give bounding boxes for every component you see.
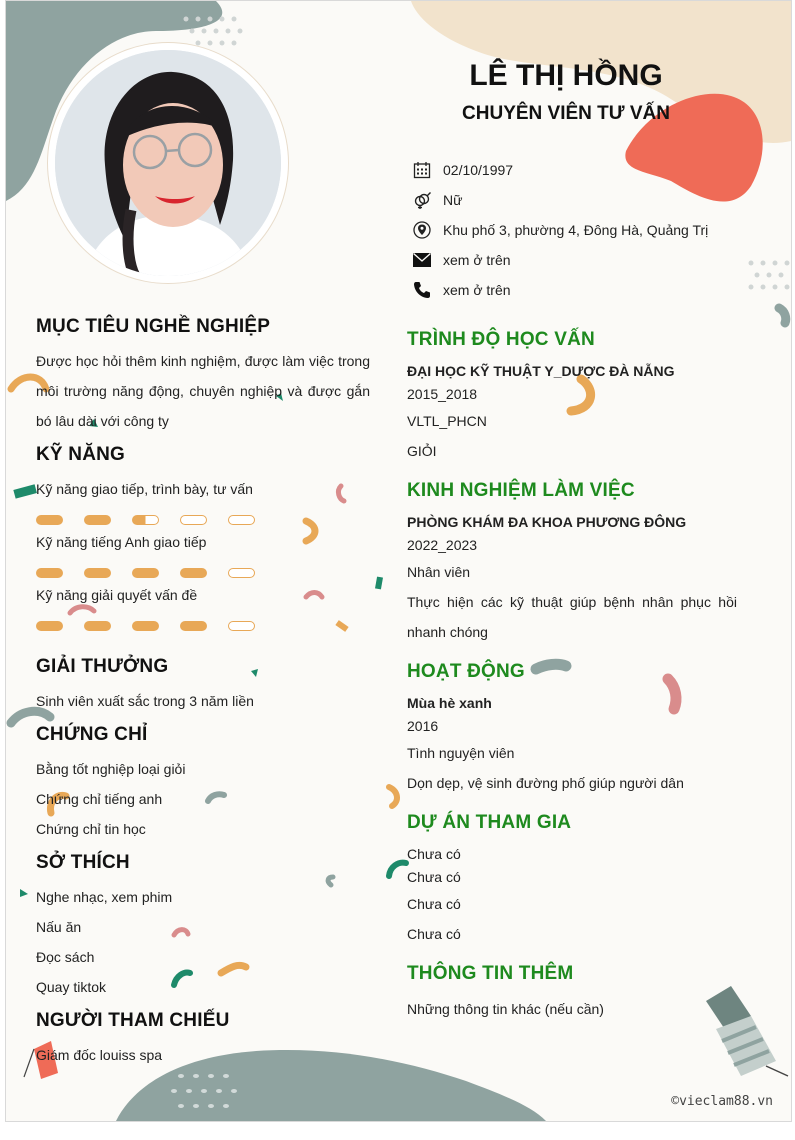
calendar-icon	[411, 159, 433, 181]
contact-gender	[411, 189, 462, 211]
watermark: ©vieclam88.vn	[671, 1094, 773, 1109]
experience-company: PHÒNG KHÁM ĐA KHOA PHƯƠNG ĐÔNG	[407, 514, 687, 530]
contact-phone	[411, 279, 511, 301]
reference-item: Giám đốc louiss spa	[36, 1047, 163, 1063]
skills-heading: KỸ NĂNG	[36, 444, 126, 465]
contact-birthdate	[411, 159, 513, 181]
portrait-illustration	[55, 50, 281, 276]
activities-heading: HOẠT ĐỘNG	[407, 661, 525, 682]
skill-rating-pill	[84, 621, 111, 631]
project-item: Chưa có	[407, 846, 461, 862]
awards-heading: GIẢI THƯỞNG	[36, 656, 169, 677]
skill-rating-pill	[180, 568, 207, 578]
education-heading: TRÌNH ĐỘ HỌC VẤN	[407, 329, 595, 350]
skill-2-rating	[36, 568, 255, 578]
skill-2-label: Kỹ năng tiếng Anh giao tiếp	[36, 534, 207, 550]
rocket-illustration	[706, 986, 788, 1076]
skill-1-rating	[36, 515, 255, 525]
hobby-item: Quay tiktok	[36, 979, 107, 995]
skill-rating-pill	[180, 515, 207, 525]
skill-rating-pill	[132, 568, 159, 578]
education-grade: GIỎI	[407, 443, 437, 459]
hobby-item: Đọc sách	[36, 949, 95, 965]
certificate-item: Chứng chỉ tin học	[36, 821, 146, 837]
skill-rating-pill	[36, 568, 63, 578]
certificate-item: Chứng chỉ tiếng anh	[36, 791, 163, 807]
birthdate-value: 02/10/1997	[443, 162, 514, 178]
education-school: ĐẠI HỌC KỸ THUẬT Y_DƯỢC ĐÀ NẴNG	[407, 363, 675, 379]
candidate-name: LÊ THỊ HỒNG	[469, 59, 663, 92]
objective-text: Được học hỏi thêm kinh nghiệm, được làm việc trong môi trường năng động, chuyên nghiệp và được gắn bó lâu dài với công ty	[36, 353, 370, 429]
gender-icon	[411, 189, 433, 211]
job-title: CHUYÊN VIÊN TƯ VẤN	[462, 103, 670, 124]
skill-1-label: Kỹ năng giao tiếp, trình bày, tư vấn	[36, 481, 253, 497]
email-value: xem ở trên	[443, 252, 511, 268]
certificate-item: Bằng tốt nghiệp loại giỏi	[36, 761, 186, 777]
hobby-item: Nghe nhạc, xem phim	[36, 889, 173, 905]
skill-rating-pill	[228, 621, 255, 631]
gender-value: Nữ	[443, 192, 463, 208]
phone-icon	[411, 279, 433, 301]
experience-heading: KINH NGHIỆM LÀM VIỆC	[407, 480, 635, 501]
experience-period: 2022_2023	[407, 537, 478, 553]
experience-description: Thực hiện các kỹ thuật giúp bệnh nhân phục hồi nhanh chóng	[407, 594, 737, 640]
profile-photo	[55, 50, 281, 276]
activity-name: Mùa hè xanh	[407, 695, 492, 711]
education-major: VLTL_PHCN	[407, 413, 487, 429]
more-info-text: Những thông tin khác (nếu cần)	[407, 1001, 604, 1017]
skill-rating-pill	[84, 568, 111, 578]
objective-heading: MỤC TIÊU NGHỀ NGHIỆP	[36, 316, 271, 337]
contact-email	[411, 249, 511, 271]
references-heading: NGƯỜI THAM CHIẾU	[36, 1010, 230, 1031]
skill-rating-pill	[228, 568, 255, 578]
hobbies-heading: SỞ THÍCH	[36, 852, 130, 873]
bottom-gray-blob	[116, 1050, 546, 1121]
skill-rating-pill	[132, 515, 159, 525]
hobby-item: Nấu ăn	[36, 919, 82, 935]
envelope-icon	[411, 249, 433, 271]
skill-rating-pill	[228, 515, 255, 525]
activity-year: 2016	[407, 718, 439, 734]
contact-address	[411, 219, 708, 241]
phone-value: xem ở trên	[443, 282, 511, 298]
more-info-heading: THÔNG TIN THÊM	[407, 963, 574, 984]
skill-rating-pill	[36, 515, 63, 525]
skill-3-rating	[36, 621, 255, 631]
skill-3-label: Kỹ năng giải quyết vấn đề	[36, 587, 198, 603]
skill-rating-pill	[84, 515, 111, 525]
project-item: Chưa có	[407, 896, 461, 912]
project-item: Chưa có	[407, 869, 461, 885]
dot-pattern-right	[749, 261, 790, 290]
skill-rating-pill	[132, 621, 159, 631]
activity-role: Tình nguyện viên	[407, 745, 515, 761]
certificates-heading: CHỨNG CHỈ	[36, 724, 148, 745]
address-value: Khu phố 3, phường 4, Đông Hà, Quảng Trị	[443, 222, 709, 238]
experience-position: Nhân viên	[407, 564, 471, 580]
skill-rating-pill	[180, 621, 207, 631]
skill-rating-pill	[36, 621, 63, 631]
award-item: Sinh viên xuất sắc trong 3 năm liền	[36, 693, 254, 709]
activity-description: Dọn dẹp, vệ sinh đường phố giúp người dân	[407, 775, 684, 791]
projects-heading: DỰ ÁN THAM GIA	[407, 812, 572, 833]
project-item: Chưa có	[407, 926, 461, 942]
cv-page	[5, 0, 792, 1122]
location-pin-icon	[411, 219, 433, 241]
education-period: 2015_2018	[407, 386, 478, 402]
